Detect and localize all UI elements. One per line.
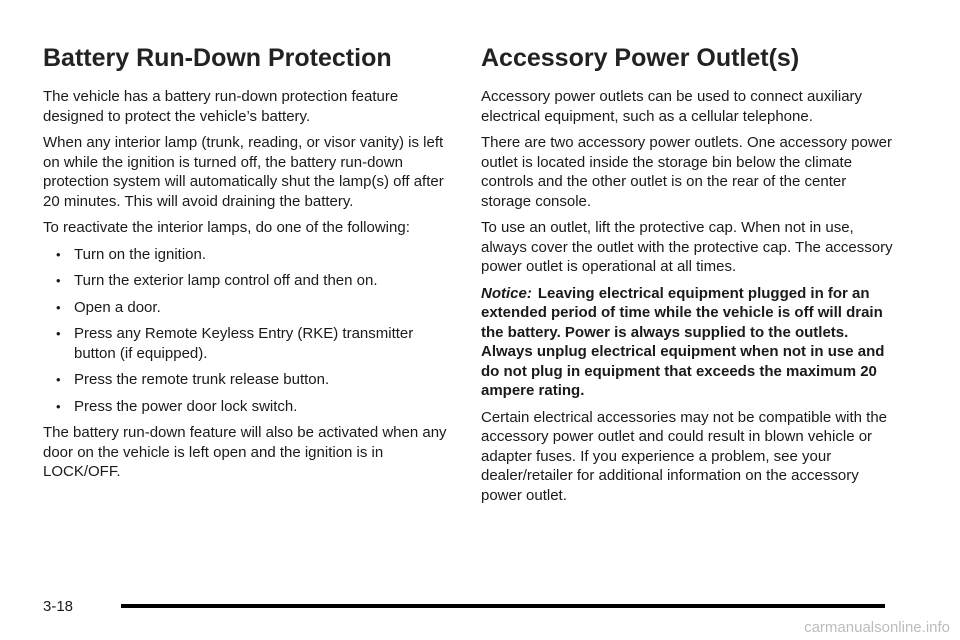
outlet-compatibility: Certain electrical accessories may not be compatible with the accessory power outlet and could result in blown vehicle or adapter fuses. If you experience a problem, see your dealer/retailer for additional information on the accessory power outlet.: [481, 408, 888, 504]
list-item: • Press the remote trunk release button.: [56, 371, 330, 388]
bullet-icon: •: [56, 326, 61, 341]
outlet-heading: Accessory Power Outlet(s): [481, 44, 800, 72]
notice-paragraph: [481, 284, 893, 401]
battery-description: When any interior lamp (trunk, reading, or visor vanity) is left on while the ignition is turned off, the battery run-down protection system will automatically shut the lamp(s) off after 20 minutes. This will avoid draining the battery.: [43, 134, 444, 210]
bullet-icon: •: [56, 246, 61, 262]
footer-rule: [121, 604, 885, 608]
bullet-icon: •: [56, 372, 61, 387]
battery-intro: The vehicle has a battery run-down protection feature designed to protect the vehicle’s battery.: [43, 88, 399, 125]
list-item: • Turn the exterior lamp control off and then on.: [56, 272, 378, 289]
bullet-icon: •: [56, 398, 61, 414]
watermark: carmanualsonline.info: [804, 619, 950, 636]
list-item: • Press the power door lock switch.: [56, 397, 298, 415]
outlet-locations: There are two accessory power outlets. One accessory power outlet is located inside the storage bin below the climate controls and the other outlet is on the rear of the center storage console.: [481, 134, 893, 210]
reactivate-instructions: To reactivate the interior lamps, do one of the following:: [43, 219, 410, 236]
list-item: • Turn on the ignition.: [56, 245, 207, 263]
list-item: • Open a door.: [56, 298, 161, 316]
list-item: • Press any Remote Keyless Entry (RKE) transmitter button (if equipped).: [56, 325, 414, 362]
bullet-icon: •: [56, 273, 61, 288]
outlet-intro: Accessory power outlets can be used to connect auxiliary electrical equipment, such as a cellular telephone.: [481, 88, 863, 125]
battery-heading: Battery Run-Down Protection: [43, 44, 392, 72]
notice-label: Notice:: [481, 284, 532, 302]
bullet-icon: •: [56, 299, 61, 315]
notice-text: Leaving electrical equipment plugged in for an extended period of time while the vehicle is off will drain the battery. Power is always supplied to the outlets. Always unplug electrical equipment when not in use and do not plug in equipment that exceeds the maximum 20 ampere rating.: [481, 284, 885, 399]
outlet-usage: To use an outlet, lift the protective cap. When not in use, always cover the outlet with the protective cap. The accessory power outlet is operational at all times.: [481, 219, 893, 275]
reactivate-list: [43, 245, 451, 417]
left-column: [43, 42, 451, 489]
battery-door-note: The battery run-down feature will also be activated when any door on the vehicle is left open and the ignition is in LOCK/OFF.: [43, 424, 447, 480]
right-column: [481, 42, 893, 512]
page-number: 3-18: [43, 598, 74, 615]
